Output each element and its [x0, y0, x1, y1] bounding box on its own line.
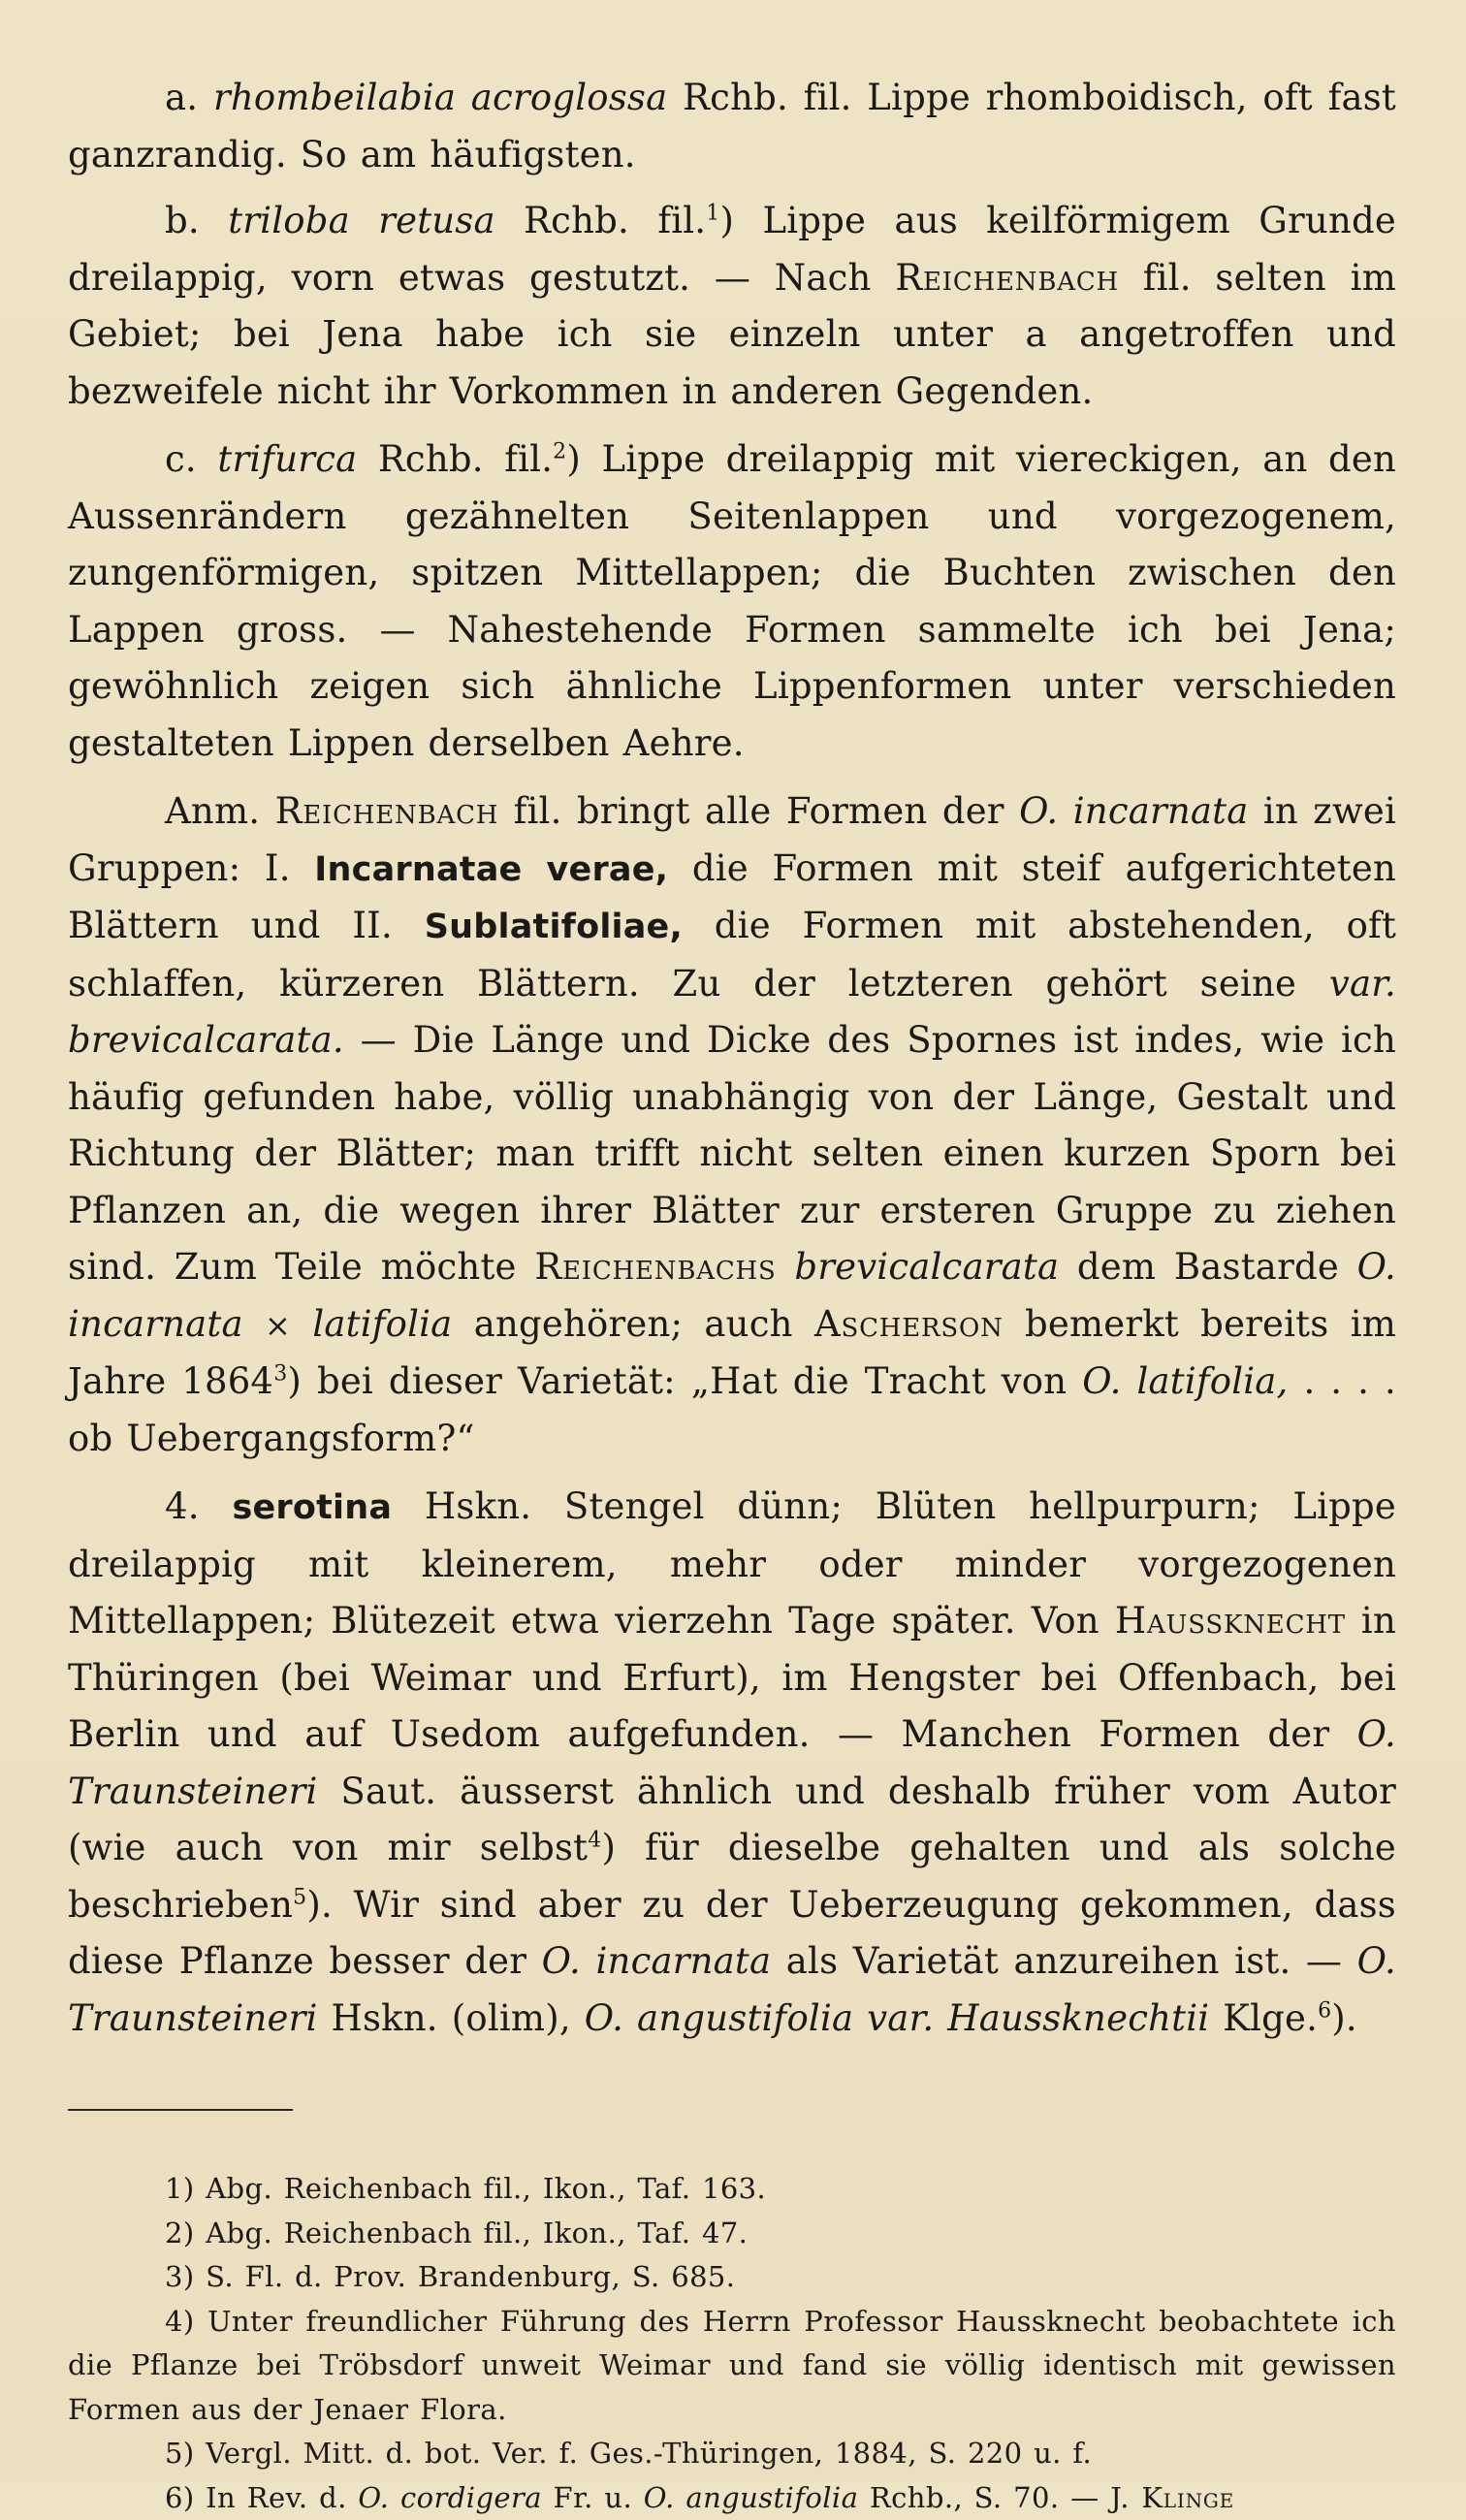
taxon-name: O. angustifolia var. Haussknechtii [585, 1997, 1210, 2039]
taxon-name: latifolia [312, 1303, 452, 1345]
author-abbrev: Rchb. fil. [378, 438, 553, 480]
person-name: Reichenbachs [534, 1246, 776, 1288]
taxon-name: rhombeilabia acroglossa [213, 77, 667, 118]
footnote-4: 4) Unter freundlicher Führung des Herrn Professor Haussknecht beobachtete ich die Pflanze bei Tröbsdorf unweit Weimar und fand sie völlig identisch mit gewissen Formen aus der Jenaer Flora. [68, 2300, 1396, 2433]
paragraph-remark: Anm. Reichenbach fil. bringt alle Formen der O. incarnata in zwei Gruppen: I. Incarnatae verae, die Formen mit steif aufgerichteten Blättern und II. Sublatifoliae, die Formen mit abstehenden, oft schlaffen, kürzeren Blättern. Zu der letzteren gehört seine var. brevicalcarata. — Die Länge und Dicke des Spornes ist indes, wie ich häufig gefunden habe, völlig unabhängig von der Länge, Gestalt und Richtung der Blätter; man trifft nicht selten einen kurzen Sporn bei Pflanzen an, die wegen ihrer Blätter zur ersteren Gruppe zu ziehen sind. Zum Teile möchte Reichenbachs brevicalcarata dem Bastarde O. incarnata × latifolia angehören; auch Ascherson bemerkt bereits im Jahre 1864$^3$) bei dieser Varietät: „Hat die Tracht von O. latifolia, . . . . ob Uebergangsform?“ [68, 783, 1396, 1467]
footnote-ref: 3 [273, 1362, 287, 1387]
text-run: — Die Länge und Dicke des Spornes ist indes, wie ich häufig gefunden habe, völlig unabhängig von der Länge, Gestalt und Richtung der Blätter; man trifft nicht selten einen kurzen Sporn bei Pflanzen an, die wegen ihrer Blätter zur ersteren Gruppe zu ziehen sind. Zum Teile möchte [68, 1019, 1396, 1288]
text-run: Hskn. (olim), [332, 1997, 571, 2039]
paragraph-text: Lippe dreilappig mit viereckigen, an den Aussenrändern gezähnelten Seitenlappen und vorgezogenem, zungenförmigen, spitzen Mittellappen; die Buchten zwischen den Lappen gross. — Nahestehende Formen sammelte ich bei Jena; gewöhnlich zeigen sich ähnliche Lippenformen unter verschieden gestalteten Lippen derselben Aehre. [68, 438, 1396, 764]
text-run: bemerkt bereits im Jahre 1864 [68, 1303, 1396, 1403]
text-run: angehören; auch [474, 1303, 793, 1345]
paragraph-serotina [68, 1479, 1396, 2047]
person-name: Reichenbach [895, 257, 1119, 299]
paragraph-text: Rchb. fil. Lippe rhomboidisch, oft fast ganzrandig. So am häufigsten. [68, 77, 1396, 175]
taxon-name: O. incarnata [1019, 790, 1248, 832]
text-run: in zwei Gruppen: [68, 790, 1396, 889]
text-run: Saut. äusserst ähnlich und deshalb früher vom Autor (wie auch von mir selbst [68, 1770, 1396, 1869]
person-name: Ascherson [814, 1303, 1004, 1345]
paragraph-variety-a [68, 70, 1396, 183]
item-label: c. [165, 438, 197, 480]
taxon-name: O. cordigera [358, 2481, 542, 2514]
author-abbrev: Rchb. fil. [524, 200, 706, 241]
footnote-5: 5) Vergl. Mitt. d. bot. Ver. f. Ges.-Thüringen, 1884, S. 220 u. f. [68, 2432, 1396, 2476]
hybrid-cross-symbol: × [265, 1307, 291, 1344]
text-run: die Formen mit steif aufgerichteten Blättern und [68, 847, 1396, 947]
paragraph-text: fil. selten im Gebiet; bei Jena habe ich sie einzeln unter a angetroffen und bezweifele nicht ihr Vorkommen in anderen Gegenden. [68, 257, 1396, 412]
taxon-name: brevicalcarata [794, 1246, 1059, 1288]
taxon-name: O. Traunsteineri [68, 1940, 1396, 2039]
text-run: bei dieser Varietät: „Hat die Tracht von [317, 1360, 1067, 1402]
footnote-ref: 5 [293, 1885, 306, 1909]
taxon-name: O. incarnata [68, 1246, 1396, 1345]
group-name: Incarnatae verae, [314, 850, 668, 889]
footnote-1: 1) Abg. Reichenbach fil., Ikon., Taf. 163. [68, 2167, 1396, 2212]
text-run: ). Wir sind aber zu der Ueberzeugung gekommen, dass diese Pflanze besser der [68, 1884, 1396, 1983]
group-number: I. [265, 847, 291, 889]
paragraph-variety-c: c. trifurca Rchb. fil.$^2$) Lippe dreilappig mit viereckigen, an den Aussenrändern gezähnelten Seitenlappen und vorgezogenem, zungenförmigen, spitzen Mittellappen; die Buchten zwischen den Lappen gross. — Nahestehende Formen sammelte ich bei Jena; gewöhnlich zeigen sich ähnliche Lippenformen unter verschieden gestalteten Lippen derselben Aehre. [68, 431, 1396, 772]
text-run: Hskn. Stengel dünn; Blüten hellpurpurn; Lippe dreilappig mit kleinerem, mehr oder minder vorgezogenen Mittellappen; Blütezeit etwa vierzehn Tage später. Von [68, 1485, 1396, 1642]
item-label: a. [165, 77, 198, 118]
taxon-name: triloba retusa [228, 200, 495, 241]
variety-name: serotina [232, 1488, 392, 1527]
text-run: 6) In Rev. d. [165, 2481, 347, 2514]
text-run: ). [1331, 1997, 1357, 2039]
footnote-3: 3) S. Fl. d. Prov. Brandenburg, S. 685. [68, 2255, 1396, 2300]
text-run: dem Bastarde [1077, 1246, 1339, 1288]
text-run: fil. bringt alle Formen der [514, 790, 1004, 832]
item-label: b. [165, 200, 200, 241]
person-name: Haussknecht [1115, 1600, 1346, 1642]
text-run: Fr. u. [554, 2481, 633, 2514]
footnote-divider [68, 2109, 293, 2111]
paragraph-variety-b: b. triloba retusa Rchb. fil.$^1$) Lippe aus keilförmigem Grunde dreilappig, vorn etwas gestutzt. — Nach Reichenbach fil. selten im Gebiet; bei Jena habe ich sie einzeln unter a angetroffen und bezweifele nicht ihr Vorkommen in anderen Gegenden. [68, 193, 1396, 420]
text-run: Klge. [1223, 1997, 1318, 2039]
group-number: II. [352, 905, 393, 946]
taxon-name: O. incarnata [542, 1940, 772, 1982]
footnote-ref: 2 [553, 440, 566, 464]
footnote-ref: 4 [588, 1829, 601, 1853]
footnote-ref: 6 [1318, 1998, 1331, 2023]
footnote-6 [68, 2476, 1396, 2520]
footnote-2: 2) Abg. Reichenbach fil., Ikon., Taf. 47. [68, 2212, 1396, 2256]
text-run: . . . . ob Uebergangsform?“ [68, 1360, 1396, 1459]
item-label: 4. [165, 1485, 200, 1527]
text-run: Anm. [165, 790, 260, 832]
text-run: ) für dieselbe gehalten und als solche beschrieben [68, 1827, 1396, 1926]
text-run: die Formen mit abstehenden, oft schlaffen, kürzeren Blättern. Zu der letzteren gehört seine [68, 905, 1396, 1005]
paragraph-text: Lippe aus keilförmigem Grunde dreilappig, vorn etwas gestutzt. — Nach [68, 200, 1396, 299]
footnote-ref: 1 [706, 202, 719, 226]
text-run: Rchb., S. 70. — [870, 2481, 1100, 2514]
text-run: als Varietät anzureihen ist. — [786, 1940, 1342, 1982]
text-run: in Thüringen (bei Weimar und Erfurt), im Hengster bei Offenbach, bei Berlin und auf Usedom aufgefunden. — Manchen Formen der [68, 1600, 1396, 1755]
taxon-name: var. brevicalcarata. [68, 963, 1396, 1062]
taxon-name: O. angustifolia [644, 2481, 859, 2514]
taxon-name: O. Traunsteineri [68, 1713, 1396, 1812]
person-name: Reichenbach [275, 790, 499, 832]
group-name: Sublatifoliae, [425, 908, 683, 946]
footnotes [68, 2167, 1396, 2520]
taxon-name: O. latifolia, [1082, 1360, 1288, 1402]
taxon-name: trifurca [217, 438, 357, 480]
author-signature: J. Klinge [1110, 2481, 1234, 2514]
